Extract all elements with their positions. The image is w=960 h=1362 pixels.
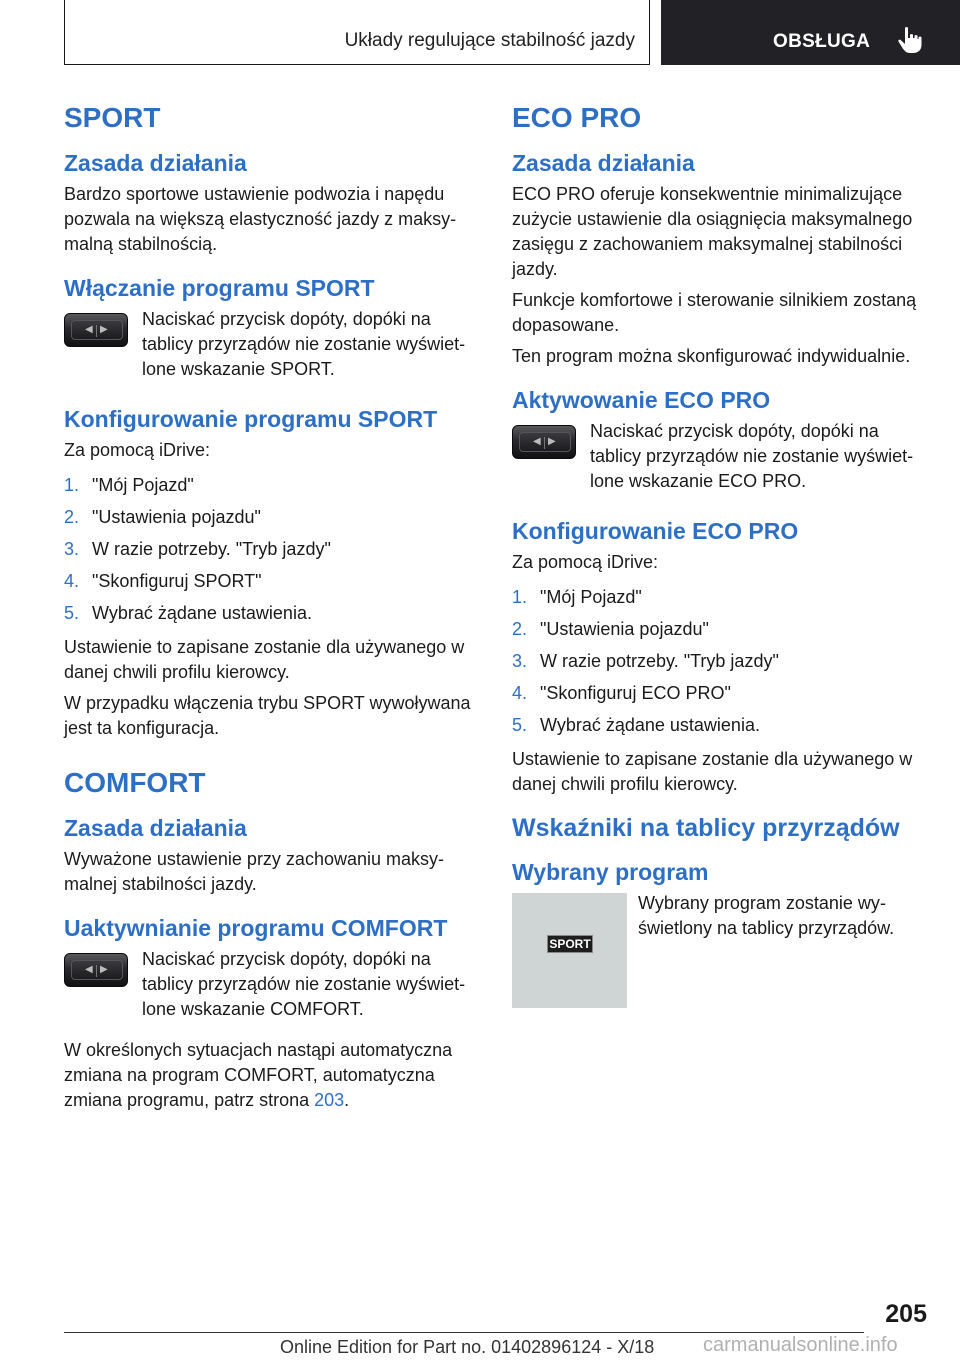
comfort-auto-text: W określonych sytuacjach nastąpi automatyczna zmiana na program COMFORT, automatyczna zmiana programu, patrz strona 203. xyxy=(64,1040,453,1110)
sport-enable-text: Naciskać przycisk dopóty, dopóki na tablicy przyrządów nie zostanie wyświetlone wskazanie SPORT. xyxy=(142,309,466,379)
footer-watermark: carmanualsonline.info xyxy=(703,1334,898,1356)
selected-program-text: Wybrany program zostanie wyświetlony na tablicy przyrządów. xyxy=(638,893,895,938)
driving-mode-switch-icon: ◀ ▶ xyxy=(64,313,128,347)
comfort-enable-block xyxy=(64,947,479,1022)
selected-program-block xyxy=(512,891,927,1011)
driving-mode-switch-icon: ◀ ▶ xyxy=(64,953,128,987)
header-section-title: Układy regulujące stabilność jazdy xyxy=(344,30,635,51)
right-column xyxy=(512,98,927,1011)
footer-divider xyxy=(64,1332,864,1333)
left-column xyxy=(64,98,479,1119)
eco-enable-block xyxy=(512,419,927,494)
indicators-title: Wskaźniki na tablicy przyrządów xyxy=(512,814,900,842)
list-item: 4. "Skonfiguruj ECO PRO" xyxy=(512,683,731,703)
sport-enable-block xyxy=(64,307,479,382)
eco-principle-heading: Zasada działania xyxy=(512,150,695,176)
list-item: 3. W razie potrzeby. "Tryb jazdy" xyxy=(512,651,779,671)
eco-principle-text: ECO PRO oferuje konsekwentnie minimalizujące zużycie ustawienie dla osiągnięcia maksymalnego zasięgu z zachowaniem maksymalnej stabilności jazdy. xyxy=(512,184,913,279)
page-number: 205 xyxy=(885,1300,927,1328)
instrument-cluster-display xyxy=(512,893,627,1008)
sport-config-note-activation: W przypadku włączenia trybu SPORT wywoływana jest ta konfiguracja. xyxy=(64,693,471,738)
list-item: 2. "Ustawienia pojazdu" xyxy=(512,619,709,639)
sport-config-note-profile: Ustawienie to zapisane zostanie dla używanego w danej chwili profilu kierowcy. xyxy=(64,637,465,682)
header-section-box xyxy=(64,0,650,65)
sport-principle-heading: Zasada działania xyxy=(64,150,247,176)
comfort-principle-heading: Zasada działania xyxy=(64,815,247,841)
comfort-title: COMFORT xyxy=(64,767,206,798)
list-item: 1. "Mój Pojazd" xyxy=(512,587,642,607)
eco-steps-list xyxy=(512,581,927,741)
comfort-principle-text: Wyważone ustawienie przy zachowaniu maksymalnej stabilności jazdy. xyxy=(64,849,445,894)
comfort-enable-heading: Uaktywnianie programu COMFORT xyxy=(64,915,448,941)
selected-program-heading: Wybrany program xyxy=(512,859,709,885)
eco-config-note-profile: Ustawienie to zapisane zostanie dla używanego w danej chwili profilu kierowcy. xyxy=(512,749,913,794)
list-item: 4. "Skonfiguruj SPORT" xyxy=(64,571,262,591)
eco-principle-text-config: Ten program można skonfigurować indywidualnie. xyxy=(512,346,911,366)
eco-config-intro: Za pomocą iDrive: xyxy=(512,552,659,572)
eco-enable-text: Naciskać przycisk dopóty, dopóki na tablicy przyrządów nie zostanie wyświetlone wskazanie ECO PRO. xyxy=(590,421,914,491)
comfort-enable-text: Naciskać przycisk dopóty, dopóki na tablicy przyrządów nie zostanie wyświetlone wskazanie COMFORT. xyxy=(142,949,466,1019)
footer-edition-text: Online Edition for Part no. 01402896124 - X/18 xyxy=(280,1337,655,1357)
eco-principle-text-comfort: Funkcje komfortowe i sterowanie silnikiem zostaną dopasowane. xyxy=(512,290,917,335)
list-item: 1. "Mój Pojazd" xyxy=(64,475,194,495)
sport-indicator-badge: SPORT xyxy=(547,935,593,953)
sport-enable-heading: Włączanie programu SPORT xyxy=(64,275,375,301)
sport-principle-text: Bardzo sportowe ustawienie podwozia i napędu pozwala na większą elastyczność jazdy z maksymalną stabilnością. xyxy=(64,184,457,254)
page-link-203[interactable]: 203 xyxy=(314,1090,345,1110)
list-item: 5. Wybrać żądane ustawienia. xyxy=(512,715,760,735)
sport-config-intro: Za pomocą iDrive: xyxy=(64,440,211,460)
eco-enable-heading: Aktywowanie ECO PRO xyxy=(512,387,771,413)
header-chapter-label: OBSŁUGA xyxy=(773,31,871,52)
list-item: 5. Wybrać żądane ustawienia. xyxy=(64,603,312,623)
sport-steps-list xyxy=(64,469,479,629)
list-item: 2. "Ustawienia pojazdu" xyxy=(64,507,261,527)
header-chapter-tab[interactable] xyxy=(661,0,960,65)
eco-pro-title: ECO PRO xyxy=(512,102,642,133)
sport-config-heading: Konfigurowanie programu SPORT xyxy=(64,406,438,432)
driving-mode-switch-icon: ◀ ▶ xyxy=(512,425,576,459)
sport-title: SPORT xyxy=(64,102,161,133)
list-item: 3. W razie potrzeby. "Tryb jazdy" xyxy=(64,539,331,559)
eco-config-heading: Konfigurowanie ECO PRO xyxy=(512,518,799,544)
hand-pointer-icon xyxy=(897,26,923,54)
